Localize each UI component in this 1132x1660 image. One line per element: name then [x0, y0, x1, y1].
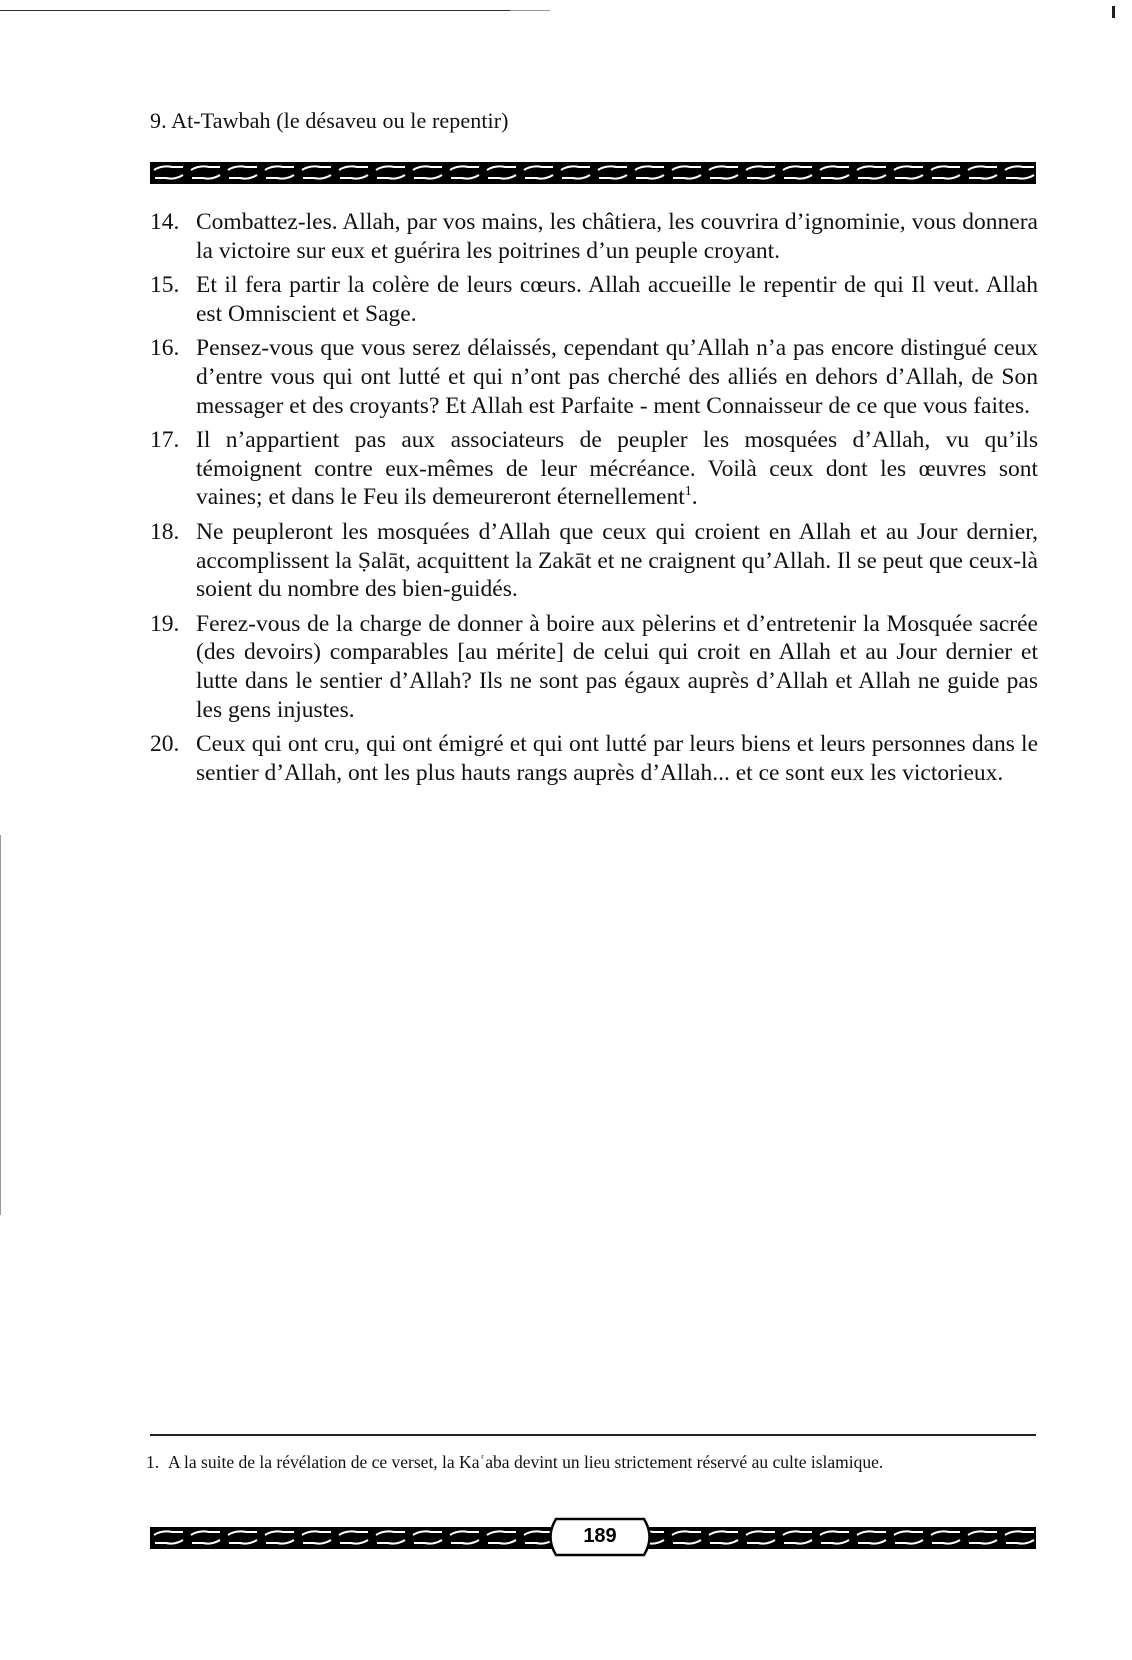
page-number: 189 [583, 1525, 617, 1547]
corner-mark [1112, 6, 1115, 18]
verse-number: 20. [150, 731, 180, 758]
verse-number: 15. [150, 272, 180, 299]
verse-14 [150, 208, 1038, 265]
footnote-divider [150, 1434, 1036, 1436]
verse-text: Et il fera partir la colère de leurs cœurs. Allah accueille le repentir de qui Il veut. Allah est Omniscient et Sage. [196, 272, 1038, 327]
verse-text-end: . [691, 484, 698, 511]
verse-number: 18. [150, 518, 180, 545]
footnote-text: A la suite de la révélation de ce verset, la Kaʿaba devint un lieu strictement réservé au culte islamique. [168, 1452, 884, 1472]
verse-19 [150, 610, 1038, 724]
verse-15 [150, 271, 1038, 328]
top-edge-rule-tail [510, 10, 550, 11]
footnote [146, 1451, 1036, 1473]
verse-18 [150, 518, 1038, 604]
verse-list [150, 208, 1038, 793]
verse-16 [150, 334, 1038, 420]
top-edge-rule [0, 10, 510, 11]
verse-text: Pensez-vous que vous serez délaissés, cependant qu’Allah n’a pas encore distingué ceux d’entre vous qui ont lutté et qui n’ont pas cherché des alliés en dehors d’Allah, de Son messager et des croyants? Et Allah est Parfaite - ment Connaisseur de ce que vous faites. [196, 335, 1038, 419]
verse-number: 14. [150, 209, 180, 235]
verse-number: 16. [150, 335, 180, 362]
chapter-title: 9. At-Tawbah (le désaveu ou le repentir) [150, 108, 509, 133]
verse-17 [150, 426, 1038, 512]
verse-number: 17. [150, 427, 180, 454]
footnote-ref: 1 [684, 484, 692, 500]
verse-text: Ceux qui ont cru, qui ont émigré et qui ont lutté par leurs biens et leurs personnes dans le sentier d’Allah, ont les plus hauts rangs auprès d’Allah... et ce sont eux les victorieux. [196, 731, 1038, 786]
verse-text: Ne peupleront les mosquées d’Allah que ceux qui croient en Allah et au Jour dernier, accomplissent la Ṣalāt, acquittent la Zakāt et ne craignent qu’Allah. Il se peut que ceux-là soient du nombre des bien-guidés. [196, 518, 1038, 603]
ornamental-band-top [150, 162, 1036, 184]
page-number-cartouche [542, 1516, 658, 1558]
scan-edge-line [0, 835, 1, 1215]
verse-number: 19. [150, 610, 180, 637]
verse-text: Il n’appartient pas aux associateurs de peupler les mosquées d’Allah, vu qu’ils témoignent contre eux-mêmes de leur mécréance. Voilà ceux dont les œuvres sont vaines; et dans le Feu ils demeureront éternellement [196, 427, 1038, 511]
verse-text: Ferez-vous de la charge de donner à boire aux pèlerins et d’entretenir la Mosquée sacrée (des devoirs) comparables [au mérite] de celui qui croit en Allah et au Jour dernier et lutte dans le sentier d’Allah? Ils ne sont pas égaux auprès d’Allah et Allah ne guide pas les gens injustes. [196, 610, 1038, 723]
footnote-number: 1. [146, 1452, 160, 1472]
verse-text: Combattez-les. Allah, par vos mains, les châtiera, les couvrira d’ignominie, vous donnera la victoire sur eux et guérira les poitrines d’un peuple croyant. [196, 209, 1038, 264]
verse-20 [150, 730, 1038, 787]
